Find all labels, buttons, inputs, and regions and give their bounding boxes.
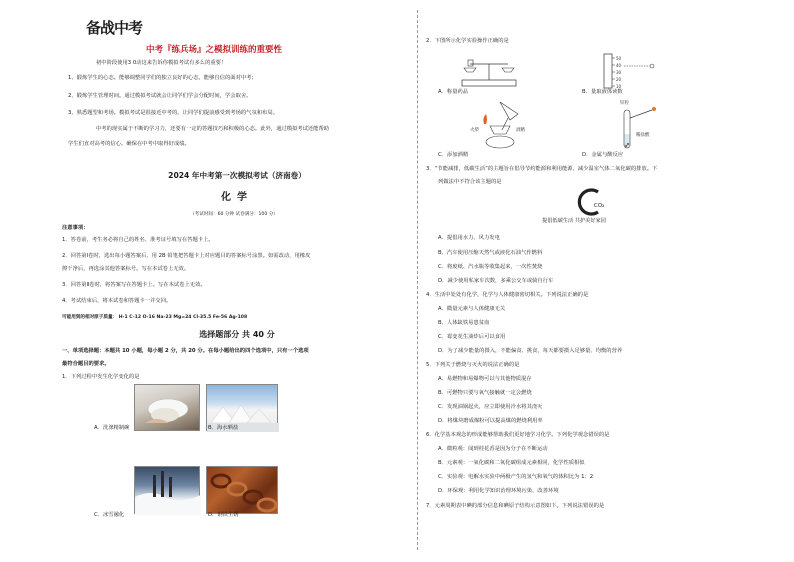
- q4-option-b: B．人体缺铁易患贫血: [438, 320, 490, 326]
- q5-option-a: A．易燃物和易爆物可以与其他物质混存: [438, 376, 532, 382]
- exam-subject: 化学: [221, 192, 253, 203]
- q6-option-d: D．环保观：利用化学知识治理环境污染，改善环境: [438, 488, 559, 494]
- notice-3: 3．回答第Ⅱ卷时，将答案写在答题卡上。写在本试卷上无效。: [62, 282, 206, 288]
- q3-option-d: D．减少使用私家车次数，多乘公交车或骑自行车: [438, 278, 554, 284]
- cyl-tick-30: 30: [616, 70, 622, 75]
- question-4: 4．生活中处处有化学，化学与人体健康密切相关。下列说法正确的是: [426, 292, 589, 298]
- label-lamp: 酒精: [516, 128, 525, 133]
- notice-4: 4．考试结束后，将本试卷和答题卡一并交回。: [62, 298, 172, 304]
- q6-option-b: B．元素观：一氧化碳和二氧化碳组成元素相同，化学性质相似: [438, 460, 585, 466]
- part1-instruction-a: 一、单项选择题：本题共 10 小题，每小题 2 分，共 20 分。在每小题给出的四个选项中，只有一个选项: [62, 348, 309, 354]
- question-3a: 3．“节能减排，低碳生活”的主题旨在倡导节约能源和利用能源，减少温室气体二氧化碳的排放。下: [426, 166, 658, 172]
- intro-point-2: 2、锻炼学生管理时间。通过模拟考试就会让同学们学会分配时间，学会取舍。: [68, 93, 252, 99]
- balance-illustration: [458, 52, 520, 88]
- cyl-tick-20: 20: [616, 77, 622, 82]
- notice-2a: 2．回答第Ⅰ卷时，选出每小题答案后，用 2B 铅笔把答题卡上对应题目的答案标号涂黑。如需改动，用橡皮: [62, 253, 311, 259]
- cylinder-illustration: [598, 52, 658, 90]
- part1-instruction-b: 最符合题目的要求。: [62, 361, 110, 367]
- label-zinc: 锌粒: [620, 101, 629, 106]
- ice-illustration: [135, 467, 201, 515]
- exam-title: 2024 年中考第一次模拟考试（济南卷）: [168, 171, 306, 180]
- q6-option-a: A．微粒观：闻到桂花香是因为分子在不断运动: [438, 446, 548, 452]
- q3-option-c: C．将废纸、汽水瓶等收集起来，一次性焚烧: [438, 264, 543, 270]
- photo-sea-salt: [206, 384, 278, 431]
- intro-point-3: 3、熟悉题型和考场。模拟考试是很接近中考的，让同学们提前感受到考场的气氛和布局。: [68, 110, 278, 116]
- q1-option-c: C．冰雪融化: [94, 512, 125, 518]
- q1-option-a: A．洗涤精制碗: [94, 425, 130, 431]
- photo-rusty-chain: [206, 466, 278, 514]
- co2-logo-text: CO₂: [594, 203, 605, 209]
- low-carbon-logo: [572, 188, 612, 216]
- q6-option-c: C．实验观：电解水实验中两极产生的氢气和氧气的体积比为 1：2: [438, 474, 594, 480]
- q4-option-a: A．微量元素与人体健康无关: [438, 306, 506, 312]
- notice-heading: 注意事项：: [62, 225, 89, 231]
- q5-option-b: B．可燃物只要与氧气接触就一定会燃烧: [438, 390, 532, 396]
- cyl-tick-10: 10: [616, 84, 622, 89]
- q4-option-c: C．霉变花生油炸后可以食用: [438, 334, 506, 340]
- cyl-tick-40: 40: [616, 63, 622, 68]
- label-fire: 火柴: [470, 128, 479, 133]
- q2-option-c: C．添加酒精: [438, 152, 469, 158]
- q1-option-b: B．海水晒盐: [208, 425, 239, 431]
- question-7: 7．元素周期表中碘的部分信息和碘原子结构示意图如下。下列说法错误的是: [426, 503, 605, 509]
- intro-para-a: 中考的现实属于不断的学习力，还要有一定的答题技巧和积极的心态。此外，通过模拟考试还能帮助: [96, 126, 330, 132]
- cyl-tick-50: 50: [616, 56, 622, 61]
- question-1: 1．下列过程中发生化学变化的是: [62, 374, 140, 380]
- part1-heading: 选择题部分 共 40 分: [199, 330, 275, 339]
- exam-meta: （考试时间：60 分钟 试卷满分：100 分）: [190, 212, 278, 217]
- metal-acid-illustration: [598, 96, 664, 152]
- brand-logo: [86, 19, 143, 52]
- question-2: 2．下图所示化学实验操作正确的是: [426, 38, 509, 44]
- logo-text: 备战中考: [86, 19, 143, 37]
- q3-caption: 提倡低碳生活 共护美好家园: [542, 218, 606, 224]
- question-3b: 列做法中不符合该主题的是: [438, 179, 502, 185]
- q5-option-c: C．发现油锅起火，应立即使用冷水将其浇灭: [438, 404, 543, 410]
- notice-1: 1．答卷前，考生务必将自己的姓名、准考证号填写在答题卡上。: [62, 237, 214, 243]
- question-6: 6．化学基本观念的形成能够帮助我们更好地学习化学。下列化学观念错误的是: [426, 432, 610, 438]
- q3-option-a: A．提倡用水力、风力发电: [438, 235, 500, 241]
- banner-title: 中考『练兵场』之模拟训练的重要性: [146, 45, 283, 55]
- chain-illustration: [207, 467, 279, 515]
- bowl-illustration: [135, 385, 201, 432]
- column-divider: [417, 10, 418, 550]
- intro-lead: 初中阶段使用3 0动这来告诉你模拟考试有多么的重要！: [96, 60, 227, 66]
- q3-option-b: B．汽车使用压缩天然气或液化石油气作燃料: [438, 250, 543, 256]
- q2-option-d: D．金属与酸反应: [582, 152, 624, 158]
- q1-option-d: D．钢铁生锈: [208, 512, 239, 518]
- question-5: 5．下列关于燃烧与灭火的说法正确的是: [426, 362, 520, 368]
- q2-option-b: B．量取液体读数: [582, 89, 623, 95]
- label-acid: 稀盐酸: [636, 133, 650, 138]
- q2-option-a: A．称量药品: [438, 89, 469, 95]
- q4-option-d: D．为了减少能量的摄入，不能偏食、挑食，每天都要摄入足够量、均衡的营养: [438, 348, 623, 354]
- photo-melting-ice: [134, 466, 200, 514]
- photo-washing-bowl: [134, 384, 200, 431]
- q5-option-d: D．将煤块磨成煤粉可以提高煤的燃烧利用率: [438, 418, 543, 424]
- intro-para-b: 学生们直对高考的信心。确保在中考中取得好成绩。: [68, 141, 190, 147]
- alcohol-lamp-illustration: [470, 100, 540, 150]
- notice-2b: 擦干净后，再选涂其他答案标号。写在本试卷上无效。: [62, 266, 190, 272]
- atomic-masses: 可能用到的相对原子质量： H-1 C-12 O-16 Na-23 Mg=24 Cl-35.5 Fe-56 Ag-108: [62, 315, 248, 320]
- intro-point-1: 1、锻炼学生的心态。能够调整同学们的独立良好的心态，能够自信的面对中考；: [68, 75, 257, 81]
